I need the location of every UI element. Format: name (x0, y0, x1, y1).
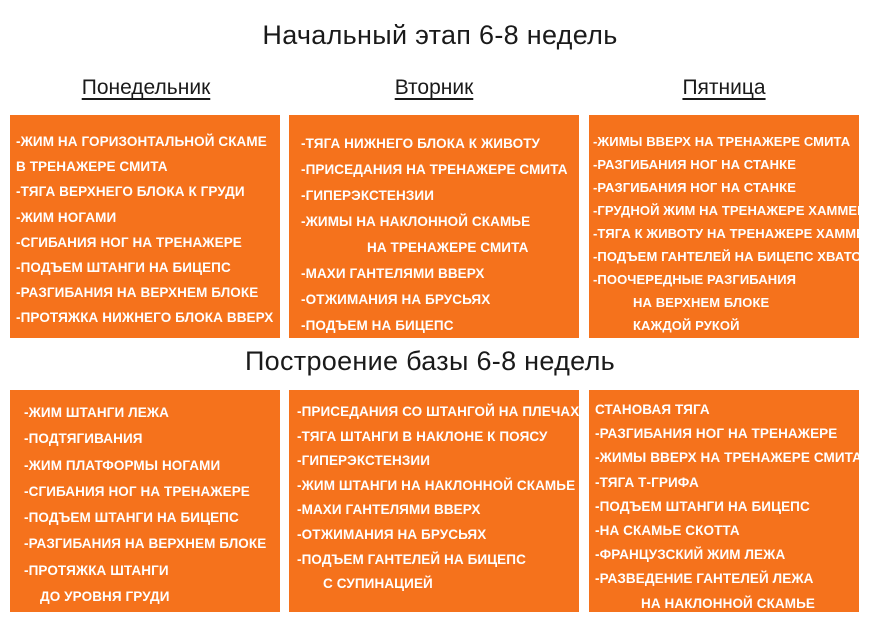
exercise-item: -ОТЖИМАНИЯ НА БРУСЬЯХ (301, 292, 491, 307)
exercise-item: -ПОДЪЕМ ШТАНГИ НА БИЦЕПС (16, 260, 231, 276)
stage2-monday-box (10, 390, 280, 612)
exercise-item: -ЖИМЫ НА НАКЛОННОЙ СКАМЬЕ (301, 214, 531, 229)
exercise-item: -МАХИ ГАНТЕЛЯМИ ВВЕРХ (301, 266, 485, 281)
exercise-item: -ПООЧЕРЕДНЫЕ РАЗГИБАНИЯ (593, 272, 797, 287)
exercise-item: -ПОДЪЕМ ШТАНГИ НА БИЦЕПС (24, 510, 239, 526)
stage2-friday-box (589, 390, 862, 612)
exercise-item: НА ВЕРХНЕМ БЛОКЕ (633, 295, 770, 310)
exercise-item: -ТЯГА К ЖИВОТУ НА ТРЕНАЖЕРЕ ХАММЕР (593, 226, 874, 241)
exercise-item: -ЖИМЫ ВВЕРХ НА ТРЕНАЖЕРЕ СМИТА (593, 134, 851, 149)
stage1-monday-box (10, 115, 280, 338)
exercise-item: -ПОДЪЕМ ГАНТЕЛЕЙ НА БИЦЕПС ХВАТОМ (593, 249, 873, 264)
exercise-item: -ГИПЕРЭКСТЕНЗИИ (301, 188, 435, 203)
exercise-item: -МАХИ ГАНТЕЛЯМИ ВВЕРХ (297, 502, 481, 518)
exercise-item: -ПОДТЯГИВАНИЯ (24, 431, 143, 447)
exercise-item: -ПРОТЯЖКА НИЖНЕГО БЛОКА ВВЕРХ (16, 310, 274, 326)
exercise-item: -ГРУДНОЙ ЖИМ НА ТРЕНАЖЕРЕ ХАММЕР (593, 203, 866, 218)
exercise-item: -ЖИМ ШТАНГИ НА НАКЛОННОЙ СКАМЬЕ (297, 477, 576, 493)
exercise-item: -СГИБАНИЯ НОГ НА ТРЕНАЖЕРЕ (16, 234, 242, 250)
exercise-item: КАЖДОЙ РУКОЙ (633, 318, 740, 333)
exercise-item: -ТЯГА ВЕРХНЕГО БЛОКА К ГРУДИ (16, 184, 245, 200)
exercise-item: -НА СКАМЬЕ СКОТТА (595, 523, 740, 539)
exercise-item: -ЖИМ ПЛАТФОРМЫ НОГАМИ (24, 457, 221, 473)
exercise-item: -РАЗГИБАНИЯ НА ВЕРХНЕМ БЛОКЕ (24, 536, 267, 552)
stage2-title: Построение базы 6-8 недель (244, 346, 616, 376)
day-tuesday: Вторник (394, 76, 474, 99)
exercise-item: СТАНОВАЯ ТЯГА (595, 402, 710, 417)
exercise-item: С СУПИНАЦИЕЙ (323, 576, 433, 592)
exercise-item: -ЖИМЫ ВВЕРХ НА ТРЕНАЖЕРЕ СМИТА (595, 450, 862, 466)
exercise-item: -ТЯГА НИЖНЕГО БЛОКА К ЖИВОТУ (301, 136, 541, 151)
stage2-tuesday-box (289, 390, 579, 612)
exercise-item: -ГИПЕРЭКСТЕНЗИИ (297, 453, 431, 469)
stage1-friday-box (589, 115, 874, 338)
exercise-item: -ЖИМ НА ГОРИЗОНТАЛЬНОЙ СКАМЕ (16, 134, 267, 149)
exercise-item: -ПОДЪЕМ ГАНТЕЛЕЙ НА БИЦЕПС (297, 551, 526, 567)
exercise-item: -ПРОТЯЖКА ШТАНГИ (24, 562, 169, 578)
exercise-item: ДО УРОВНЯ ГРУДИ (40, 589, 170, 605)
exercise-item: -ОТЖИМАНИЯ НА БРУСЬЯХ (297, 526, 487, 542)
exercise-item: -ЖИМ НОГАМИ (16, 209, 117, 225)
stage1-tuesday-box (289, 115, 579, 338)
exercise-item: -РАЗГИБАНИЯ НА ВЕРХНЕМ БЛОКЕ (16, 285, 259, 301)
exercise-item: -ПОДЪЕМ ШТАНГИ НА БИЦЕПС (595, 498, 810, 514)
exercise-item: -РАЗВЕДЕНИЕ ГАНТЕЛЕЙ ЛЕЖА (595, 571, 814, 587)
exercise-item: В ТРЕНАЖЕРЕ СМИТА (16, 159, 168, 175)
exercise-item: -ПРИСЕДАНИЯ СО ШТАНГОЙ НА ПЛЕЧАХ (297, 404, 580, 419)
exercise-item: -СГИБАНИЯ НОГ НА ТРЕНАЖЕРЕ (24, 483, 250, 499)
exercise-item: НА ТРЕНАЖЕРЕ СМИТА (367, 240, 529, 255)
stage1-title: Начальный этап 6-8 недель (262, 20, 618, 50)
exercise-item: -РАЗГИБАНИЯ НОГ НА ТРЕНАЖЕРЕ (595, 426, 838, 442)
exercise-item: -РАЗГИБАНИЯ НОГ НА СТАНКЕ (593, 157, 796, 172)
exercise-item: НА НАКЛОННОЙ СКАМЬЕ (641, 595, 816, 611)
exercise-item: -ПОДЪЕМ НА БИЦЕПС (301, 318, 454, 333)
day-monday: Понедельник (81, 76, 211, 99)
exercise-item: -ЖИМ ШТАНГИ ЛЕЖА (24, 405, 169, 420)
exercise-item: -ФРАНЦУЗСКИЙ ЖИМ ЛЕЖА (595, 547, 786, 563)
exercise-item: -РАЗГИБАНИЯ НОГ НА СТАНКЕ (593, 180, 796, 195)
exercise-item: -ПРИСЕДАНИЯ НА ТРЕНАЖЕРЕ СМИТА (301, 162, 568, 177)
exercise-item: -ТЯГА Т-ГРИФА (595, 474, 699, 490)
exercise-item: -ТЯГА ШТАНГИ В НАКЛОНЕ К ПОЯСУ (297, 428, 548, 444)
day-friday: Пятница (682, 76, 766, 99)
